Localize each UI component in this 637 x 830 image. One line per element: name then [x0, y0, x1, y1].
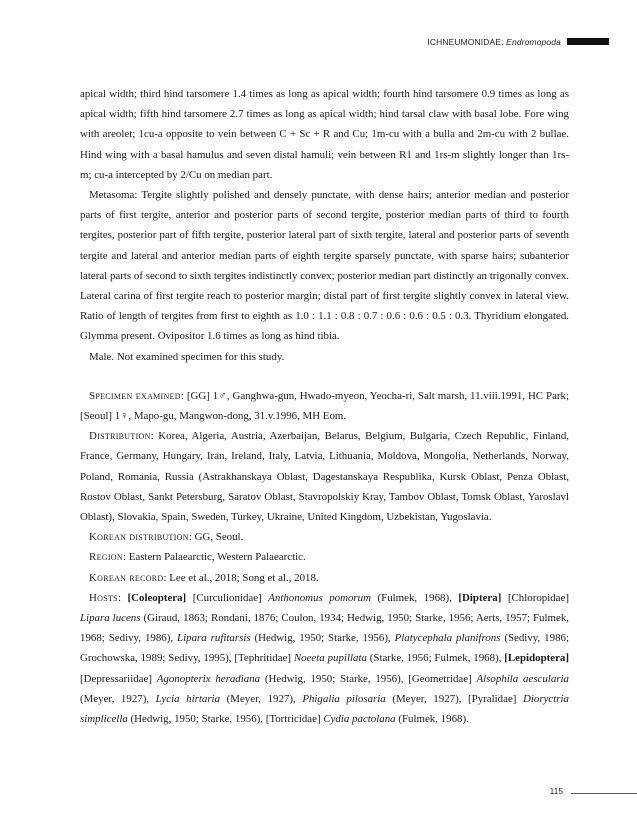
host-species: Noeeta pupillata: [293, 652, 367, 665]
hosts-text: (Meyer, 1927), [Pyralidae]: [385, 692, 524, 705]
korean-distribution-label: Korean distribution: [89, 531, 189, 544]
korean-record-label: Korean record: [89, 571, 164, 584]
running-header: [0, 36, 637, 50]
hosts-text: (Starke, 1956; Fulmek, 1968),: [366, 652, 505, 665]
host-species: Lipara lucens: [80, 612, 141, 625]
hosts-text: (Hedwig, 1950; Starke, 1956),: [250, 632, 395, 645]
hosts-text: [Curculionidae]: [186, 591, 269, 604]
specimen-label: Specimen examined: [89, 389, 181, 402]
section-gap: [80, 367, 569, 386]
distribution-text: : Korea, Algeria, Austria, Azerbaijan, Belarus, Belgium, Bulgaria, Czech Republic, Finland, France, Germany, Hungary, Iran, Ireland, Italy, Latvia, Lithuania, Moldova, Mongolia, Netherlands, Norway, Poland, Romania, Russia (Astrakhanskaya Oblast, Dagestanskaya Respublika, Kursk Oblast, Penza Oblast, Rostov Oblast, Sankt Petersburg, Saratov Oblast, Stavropolskiy Kray, Tambov Oblast, Tomsk Oblast, Yaroslavl Oblast), Slovakia, Spain, Sweden, Turkey, Ukraine, United Kingdom, Uzbekistan, Yugoslavia.: [80, 430, 569, 524]
running-header-text: [427, 36, 561, 48]
hosts-text: (Meyer, 1927),: [220, 692, 303, 705]
hosts-text: :: [117, 591, 128, 604]
host-species: Agonopterix heradiana: [156, 672, 261, 685]
region: [80, 547, 569, 567]
page-footer: [0, 786, 637, 800]
host-species: Lycia hirtaria: [155, 692, 221, 705]
hosts-text: (Fulmek, 1968),: [370, 591, 459, 604]
specimen-examined: [80, 386, 569, 426]
host-species: Cydia pactolana: [323, 713, 396, 726]
hosts-text: (Hedwig, 1950; Starke, 1956), [Tortricidae]: [127, 713, 324, 726]
hosts: [80, 588, 569, 729]
hosts-text: [Depressariidae]: [80, 672, 157, 685]
header-genus: Endromopoda: [506, 37, 561, 47]
hosts-text: (Meyer, 1927),: [80, 692, 156, 705]
paragraph-male: Male. Not examined specimen for this study.: [89, 350, 285, 363]
korean-distribution-text: : GG, Seoul.: [188, 531, 244, 544]
hosts-text: (Giraud, 1863; Rondani, 1876; Coulon, 1934; Hedwig, 1950; Starke, 1956; Aerts, 1957; Fulmek, 1968; Sedivy, 1986),: [80, 612, 569, 645]
header-family: ICHNEUMONIDAE:: [427, 37, 507, 47]
host-order: [Lepidoptera]: [504, 652, 569, 665]
hosts-label: Hosts: [89, 591, 118, 604]
region-text: : Eastern Palaearctic, Western Palaearctic.: [122, 551, 306, 564]
host-species: Dioryctria simplicella: [80, 692, 569, 726]
hosts-text: (Hedwig, 1950; Starke, 1956), [Geometridae]: [260, 672, 477, 685]
korean-record-text: : Lee et al., 2018; Song et al., 2018.: [163, 571, 319, 584]
paragraph-metasoma: Metasoma: Tergite slightly polished and densely punctate, with dense hairs; anterior median and posterior parts of first tergite, anterior and posterior parts of second tergite, posterior median parts of third to fourth tergites, posterior part of fifth tergite, posterior lateral part of sixth tergite, lateral and posterior parts of seventh tergite and lateral and anterior median parts of eighth tergite sparsely punctate, with sparse hairs; subanterior lateral parts of second to sixth tergites indistinctly convex; posterior median part distinctly an trigonally convex. Lateral carina of first tergite reach to posterior margin; distal part of first tergite slightly convex in lateral view. Ratio of length of tergites from first to eighth as 1.0 : 1.1 : 0.8 : 0.7 : 0.6 : 0.6 : 0.5 : 0.3. Thyridium elongated. Glymma present. Ovipositor 1.6 times as long as hind tibia.: [80, 189, 569, 343]
hosts-text: [Chloropidae]: [501, 591, 569, 604]
host-species: Anthonomus pomorum: [268, 591, 371, 604]
host-species: Phigalia pilosaria: [302, 692, 386, 705]
host-order: [Coleoptera]: [127, 591, 187, 604]
specimen-text: : [GG] 1♂, Ganghwa-gun, Hwado-myeon, Yeocha-ri, Salt marsh, 11.viii.1991, HC Park; [Seoul] 1♀, Mapo-gu, Mangwon-dong, 31.v.1996, MH Eom.: [80, 389, 569, 423]
page-body: [80, 84, 569, 729]
footer-rule: [571, 793, 637, 794]
hosts-text: (Sedivy, 1986; Grochowska, 1989; Sedivy, 1995), [Tephritidae]: [80, 632, 569, 665]
host-species: Lipara rufitarsis: [177, 632, 251, 645]
paragraph-leg-wing: apical width; third hind tarsomere 1.4 times as long as apical width; fourth hind tarsomere 0.9 times as long as apical width; fifth hind tarsomere 2.7 times as long as apical width; hind tarsal claw with basal lobe. Fore wing with areolet; 1cu-a opposite to vein between C + Sc + R and Cu; 1m-cu with a bulla and 2m-cu with 2 bullae. Hind wing with a basal hamulus and seven distal hamuli; vein between R1 and 1rs-m slightly longer than 1rs-m; cu-a intercepted by 2/Cu on median part.: [80, 88, 569, 181]
hosts-text: (Fulmek, 1968).: [395, 713, 469, 726]
host-order: [Diptera]: [458, 591, 502, 604]
korean-distribution: [80, 527, 569, 547]
distribution-label: Distribution: [89, 430, 151, 443]
header-bar: [567, 38, 609, 45]
region-label: Region: [89, 551, 123, 564]
host-species: Platycephala planifrons: [394, 632, 501, 645]
host-species: Alsophila aescularia: [476, 672, 569, 685]
page-number: 115: [549, 786, 563, 796]
korean-record: [80, 568, 569, 588]
distribution: [80, 426, 569, 527]
